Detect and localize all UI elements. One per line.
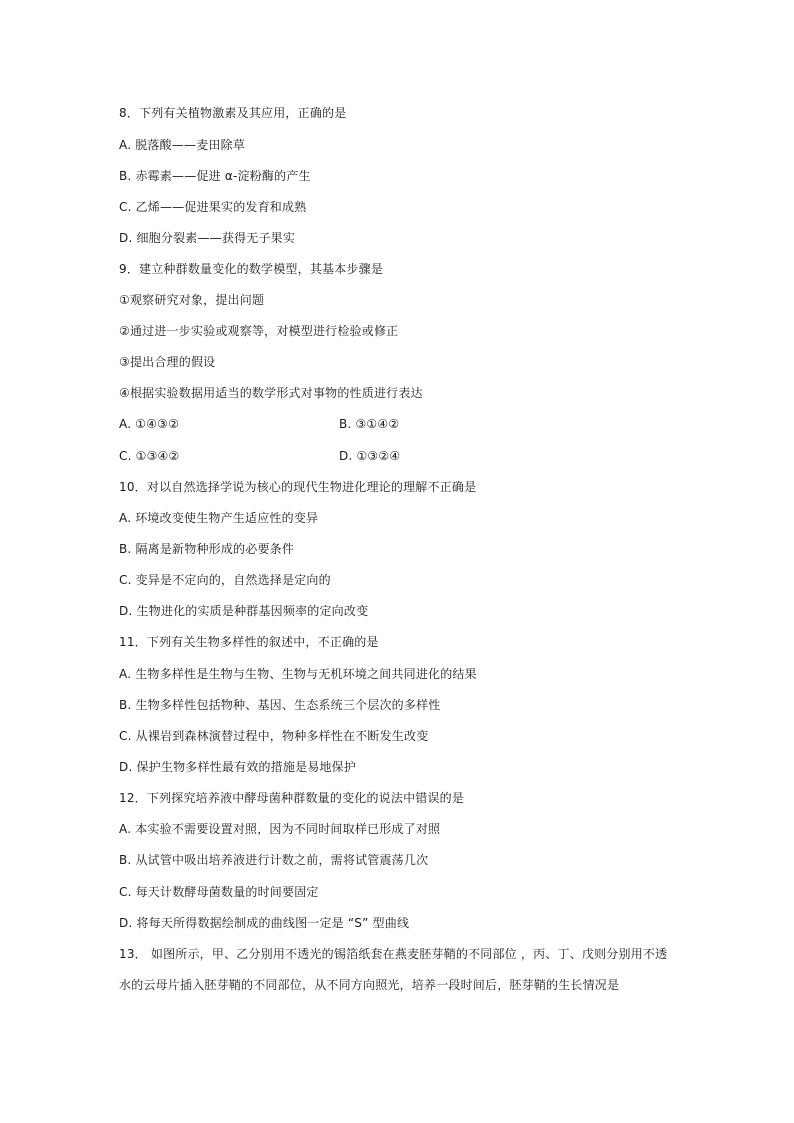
- q8-option-b: B. 赤霉素——促进 α-淀粉酶的产生: [119, 169, 311, 183]
- q11-option-d: D. 保护生物多样性最有效的措施是易地保护: [119, 760, 357, 774]
- q9-option-a: A. ①④③②: [119, 417, 180, 431]
- q13-stem-line-1: 13． 如图所示，甲、乙分别用不透光的锡箔纸套在燕麦胚芽鞘的不同部位 ，丙、丁、戊则分别用不透: [119, 947, 668, 961]
- q8-option-d: D. 细胞分裂素——获得无子果实: [119, 231, 296, 245]
- q9-option-c: C. ①③④②: [119, 449, 180, 463]
- q12-option-d: D. 将每天所得数据绘制成的曲线图一定是 “S” 型曲线: [119, 916, 410, 930]
- q9-step-4: ④根据实验数据用适当的数学形式对事物的性质进行表达: [119, 386, 423, 400]
- q10-option-a: A. 环境改变使生物产生适应性的变异: [119, 511, 319, 525]
- q9-step-2: ②通过进一步实验或观察等，对模型进行检验或修正: [119, 324, 399, 338]
- q12-option-b: B. 从试管中吸出培养液进行计数之前，需将试管震荡几次: [119, 853, 429, 867]
- q10-option-b: B. 隔离是新物种形成的必要条件: [119, 542, 295, 556]
- q11-option-a: A. 生物多样性是生物与生物、生物与无机环境之间共同进化的结果: [119, 667, 477, 681]
- q12-stem: 12．下列探究培养液中酵母菌种群数量的变化的说法中错误的是: [119, 791, 465, 805]
- q8-option-c: C. 乙烯——促进果实的发育和成熟: [119, 200, 307, 214]
- q11-option-b: B. 生物多样性包括物种、基因、生态系统三个层次的多样性: [119, 698, 441, 712]
- q10-option-d: D. 生物进化的实质是种群基因频率的定向改变: [119, 604, 369, 618]
- q12-option-a: A. 本实验不需要设置对照，因为不同时间取样已形成了对照: [119, 822, 441, 836]
- q9-stem: 9．建立种群数量变化的数学模型，其基本步骤是: [119, 262, 384, 276]
- q10-option-c: C. 变异是不定向的，自然选择是定向的: [119, 573, 331, 587]
- q13-stem-line-2: 水的云母片插入胚芽鞘的不同部位，从不同方向照光，培养一段时间后，胚芽鞘的生长情况是: [119, 978, 620, 992]
- q9-step-1: ①观察研究对象，提出问题: [119, 293, 265, 307]
- q9-option-d: D. ①③②④: [339, 449, 401, 463]
- q9-option-b: B. ③①④②: [339, 417, 400, 431]
- q10-stem: 10．对以自然选择学说为核心的现代生物进化理论的理解不正确是: [119, 480, 477, 494]
- q11-stem: 11．下列有关生物多样性的叙述中，不正确的是: [119, 635, 379, 649]
- q9-step-3: ③提出合理的假设: [119, 355, 216, 369]
- q8-stem: 8．下列有关植物激素及其应用，正确的是: [119, 106, 347, 120]
- q11-option-c: C. 从裸岩到森林演替过程中，物种多样性在不断发生改变: [119, 729, 429, 743]
- q12-option-c: C. 每天计数酵母菌数量的时间要固定: [119, 885, 319, 899]
- q8-option-a: A. 脱落酸——麦田除草: [119, 138, 246, 152]
